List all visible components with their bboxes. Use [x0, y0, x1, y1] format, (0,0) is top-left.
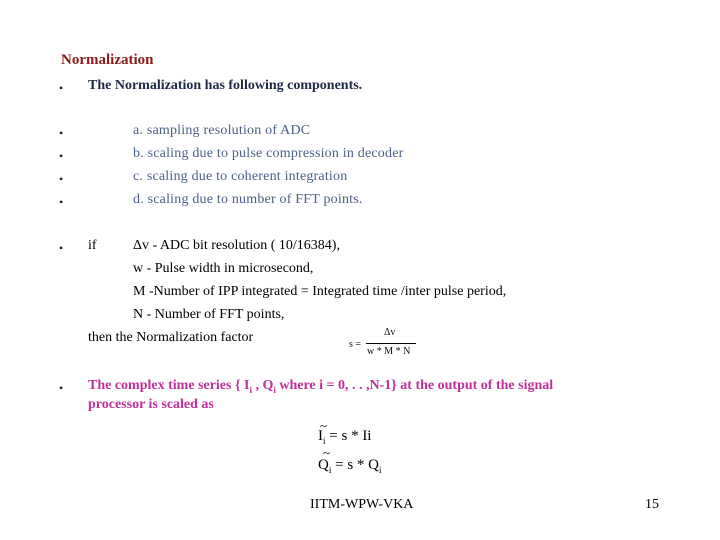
bullet-marker: •: [59, 81, 64, 95]
fraction-bar: [366, 343, 416, 344]
bullet-marker: •: [59, 381, 64, 395]
if-label: if: [88, 238, 97, 253]
component-item: d. scaling due to number of FFT points.: [133, 192, 363, 207]
complex-series-line2: processor is scaled as: [88, 397, 214, 412]
bullet-marker: •: [59, 149, 64, 163]
definition-item: w - Pulse width in microsecond,: [133, 261, 314, 276]
equation-i: $I_i = s * Ii$: [318, 428, 372, 446]
equation-tilde: ~: [323, 445, 331, 460]
formula-numerator: Δv: [384, 327, 396, 338]
equation-tilde: ~: [320, 418, 328, 433]
slide-title: Normalization: [61, 52, 154, 68]
component-item: b. scaling due to pulse compression in decoder: [133, 146, 404, 161]
definition-item: N - Number of FFT points,: [133, 307, 285, 322]
bullet-marker: •: [59, 241, 64, 255]
page-number: 15: [645, 497, 659, 512]
equation-q: $Q_i = s * Q_i$: [318, 457, 382, 475]
footer-text: IITM-WPW-VKA: [310, 497, 414, 512]
formula-lhs: s =: [349, 339, 362, 350]
bullet-marker: •: [59, 172, 64, 186]
definition-item: Δv - ADC bit resolution ( 10/16384),: [133, 238, 340, 253]
complex-series-line1: The complex time series { $I_i$ , $Q_i$ where i = 0, . . ,N-1} at the output of the signal: [88, 378, 554, 395]
component-item: c. scaling due to coherent integration: [133, 169, 348, 184]
bullet-marker: •: [59, 126, 64, 140]
component-item: a. sampling resolution of ADC: [133, 123, 311, 138]
definition-item: M -Number of IPP integrated = Integrated time /inter pulse period,: [133, 284, 507, 299]
intro-text: The Normalization has following components.: [88, 78, 363, 93]
formula-denominator: w * M * N: [367, 346, 411, 357]
bullet-marker: •: [59, 195, 64, 209]
then-text: then the Normalization factor: [88, 330, 254, 345]
